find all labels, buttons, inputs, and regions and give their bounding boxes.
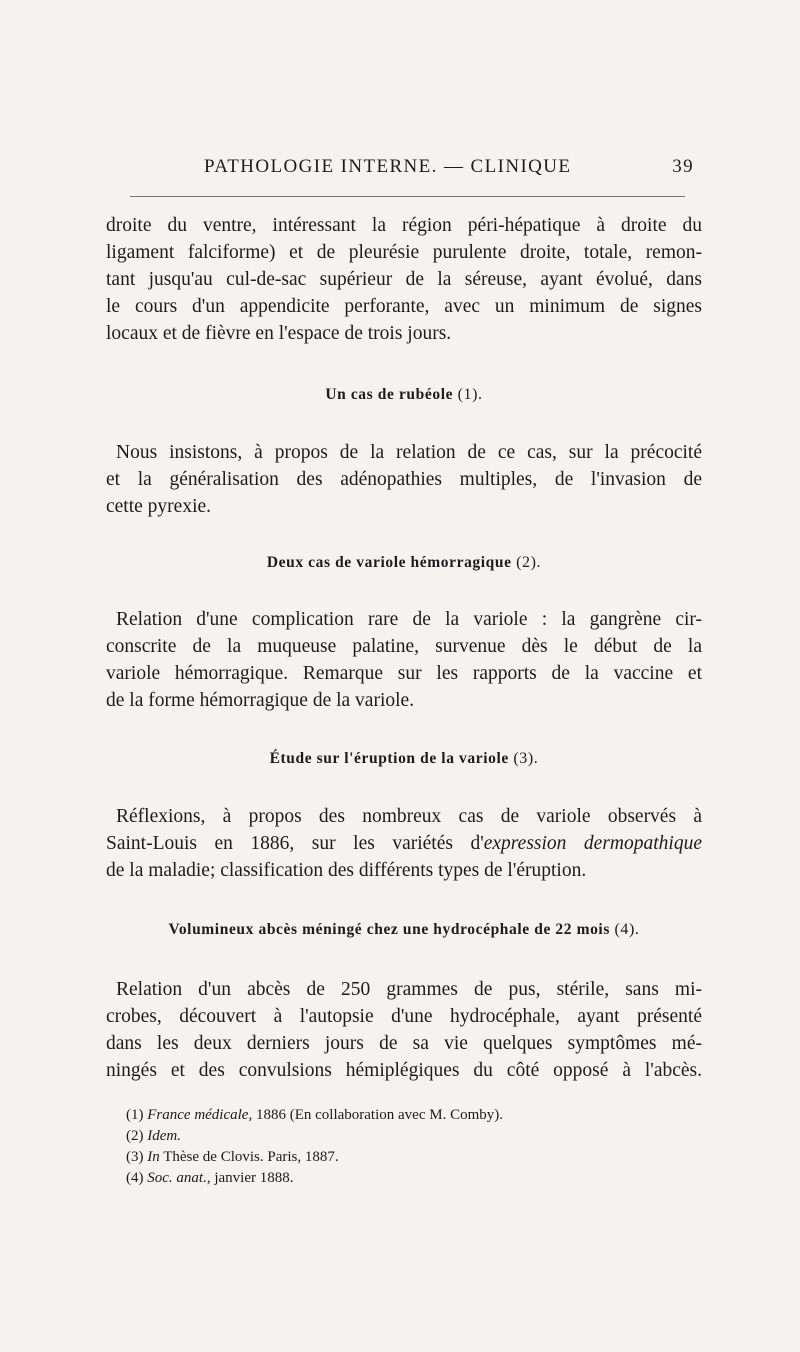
footnote: [126, 1105, 503, 1126]
footnote: [126, 1147, 503, 1168]
section-heading: [106, 750, 702, 768]
text-line: crobes, découvert à l'autopsie d'une hydrocéphale, ayant présenté: [106, 1006, 702, 1027]
footnote: [126, 1126, 503, 1147]
footnotes: [126, 1105, 503, 1189]
text-line: ningés et des convulsions hémiplégiques du côté opposé à l'abcès.: [106, 1060, 702, 1081]
text-line: conscrite de la muqueuse palatine, survenue dès le début de la: [106, 636, 702, 657]
text-line: Nous insistons, à propos de la relation de ce cas, sur la précocité: [116, 442, 702, 463]
text-line: de la forme hémorragique de la variole.: [106, 690, 415, 711]
section-heading: [106, 554, 702, 572]
footnote-number: (2): [126, 1128, 144, 1144]
text-line: le cours d'un appendicite perforante, avec un minimum de signes: [106, 296, 702, 317]
text-line: locaux et de fièvre en l'espace de trois jours.: [106, 323, 452, 344]
footnote-number: (1): [126, 1107, 144, 1123]
section-paragraph: [106, 803, 702, 884]
text-line: variole hémorragique. Remarque sur les rapports de la vaccine et: [106, 663, 702, 684]
section-title: Deux cas de variole hémorragique: [266, 554, 512, 571]
footnote-italic: France médicale,: [147, 1107, 253, 1123]
footnote-number: (3): [126, 1149, 144, 1165]
running-title: PATHOLOGIE INTERNE. — CLINIQUE: [204, 156, 572, 177]
footnote-text: 1886 (En collaboration avec M. Comby).: [252, 1107, 503, 1123]
section-title: Un cas de rubéole: [325, 386, 454, 403]
footnote-italic: Soc. anat.: [147, 1170, 207, 1186]
text-line: Relation d'une complication rare de la variole : la gangrène cir-: [116, 609, 702, 630]
text-line: tant jusqu'au cul-de-sac supérieur de la séreuse, ayant évolué, dans: [106, 269, 702, 290]
page-number: 39: [672, 156, 694, 177]
italic-phrase: expression dermopathique: [483, 833, 702, 854]
text-line: dans les deux derniers jours de sa vie quelques symptômes mé-: [106, 1033, 702, 1054]
section-paragraph: [106, 439, 702, 520]
footnote-ref: (4).: [614, 921, 640, 938]
text-line: de la maladie; classification des différents types de l'éruption.: [106, 860, 587, 881]
footnote-ref: (2).: [516, 554, 542, 571]
intro-paragraph: [106, 212, 702, 347]
section-title: Étude sur l'éruption de la variole: [269, 750, 509, 767]
section-heading: [106, 921, 702, 939]
text-line: Relation d'un abcès de 250 grammes de pus, stérile, sans mi-: [116, 979, 702, 1000]
text-line: droite du ventre, intéressant la région péri-hépatique à droite du: [106, 215, 702, 236]
footnote-ref: (3).: [513, 750, 539, 767]
text-line: et la généralisation des adénopathies multiples, de l'invasion de: [106, 469, 702, 490]
section-paragraph: [106, 976, 702, 1084]
text-segment: Saint-Louis en 1886, sur les variétés d': [106, 833, 484, 854]
section-title: Volumineux abcès méningé chez une hydrocéphale de 22 mois: [168, 921, 610, 938]
footnote-ref: (1).: [457, 386, 483, 403]
footnote-number: (4): [126, 1170, 144, 1186]
text-line: [106, 830, 702, 857]
footnote: [126, 1168, 503, 1189]
header-rule: [130, 196, 685, 197]
text-line: Réflexions, à propos des nombreux cas de variole observés à: [116, 806, 702, 827]
text-line: ligament falciforme) et de pleurésie purulente droite, totale, remon-: [106, 242, 702, 263]
section-heading: [106, 386, 702, 404]
footnote-text: Thèse de Clovis. Paris, 1887.: [159, 1149, 339, 1165]
footnote-italic: Idem.: [147, 1128, 181, 1144]
text-line: cette pyrexie.: [106, 496, 212, 517]
footnote-italic: In: [147, 1149, 160, 1165]
footnote-text: , janvier 1888.: [206, 1170, 294, 1186]
section-paragraph: [106, 606, 702, 714]
running-header: [104, 156, 704, 186]
